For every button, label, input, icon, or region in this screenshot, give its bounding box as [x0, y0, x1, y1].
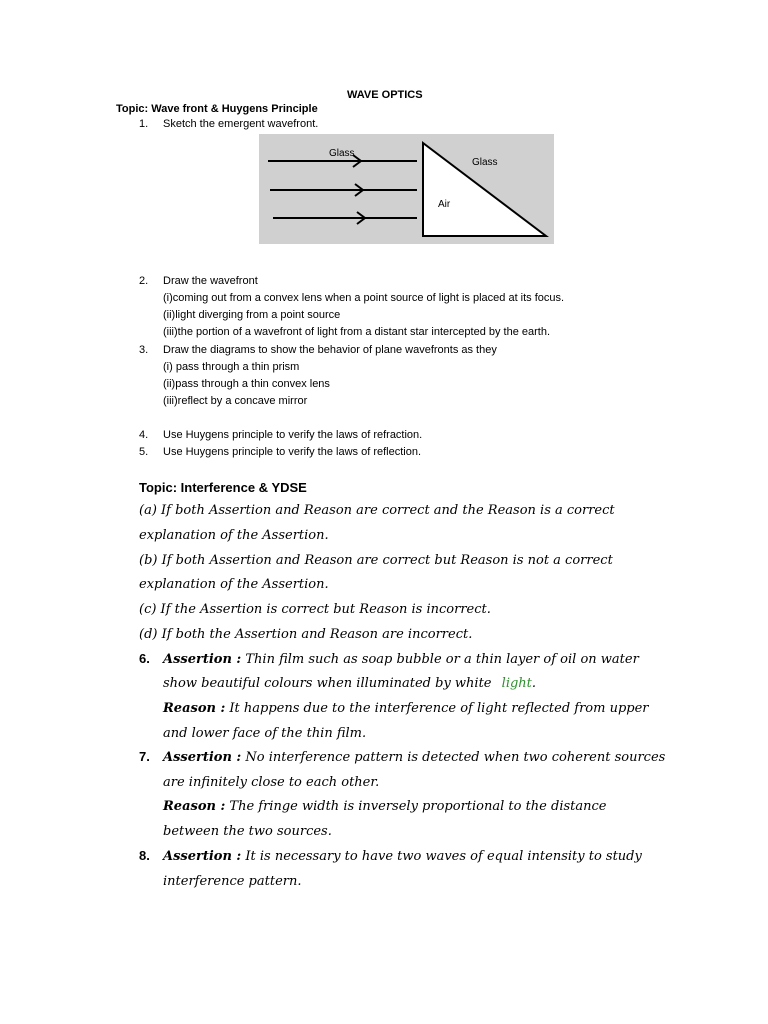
highlighted-word: light — [501, 676, 532, 691]
reason-line-cont: between the two sources. — [163, 824, 332, 839]
assertion-line — [163, 652, 639, 667]
question-part: (ii)pass through a thin convex lens — [163, 378, 330, 390]
assertion-text: No interference pattern is detected when two coherent sources — [245, 750, 666, 765]
question-part: (i) pass through a thin prism — [163, 361, 300, 373]
assertion-line — [163, 750, 665, 765]
question-number: 5. — [139, 446, 149, 458]
option-a-cont: explanation of the Assertion. — [139, 528, 329, 543]
reason-label: Reason : — [163, 799, 226, 814]
period: . — [531, 676, 537, 691]
label-glass-right: Glass — [472, 157, 498, 168]
assertion-text: show beautiful colours when illuminated by white — [163, 676, 492, 691]
option-a: (a) If both Assertion and Reason are correct and the Reason is a correct — [139, 503, 615, 518]
label-air: Air — [438, 199, 451, 210]
reason-line — [163, 701, 649, 716]
wavefront-prism-diagram — [259, 134, 554, 244]
page-title: WAVE OPTICS — [347, 89, 423, 101]
option-c: (c) If the Assertion is correct but Reason is incorrect. — [139, 602, 491, 617]
assertion-label: Assertion : — [163, 750, 242, 765]
question-number: 3. — [139, 344, 149, 356]
reason-text: The fringe width is inversely proportional to the distance — [229, 799, 607, 814]
question-text: Draw the diagrams to show the behavior of plane wavefronts as they — [163, 344, 497, 356]
topic-heading-wavefront: Topic: Wave front & Huygens Principle — [116, 103, 318, 115]
option-d: (d) If both the Assertion and Reason are incorrect. — [139, 627, 473, 642]
question-part: (ii)light diverging from a point source — [163, 309, 341, 321]
assertion-line-cont: are infinitely close to each other. — [163, 775, 380, 790]
question-part: (iii)the portion of a wavefront of light from a distant star intercepted by the earth. — [163, 326, 551, 338]
question-number: 6. — [139, 651, 150, 666]
question-text: Use Huygens principle to verify the laws of reflection. — [163, 446, 422, 458]
reason-label: Reason : — [163, 701, 226, 716]
option-b: (b) If both Assertion and Reason are correct but Reason is not a correct — [139, 553, 613, 568]
question-text: Use Huygens principle to verify the laws of refraction. — [163, 429, 423, 441]
question-text: Sketch the emergent wavefront. — [163, 118, 319, 130]
question-number: 8. — [139, 848, 150, 863]
reason-line — [163, 799, 606, 814]
assertion-line-cont — [163, 676, 536, 691]
assertion-text: It is necessary to have two waves of equal intensity to study — [245, 849, 642, 864]
assertion-line — [163, 849, 642, 864]
topic-heading-interference: Topic: Interference & YDSE — [139, 480, 307, 495]
assertion-label: Assertion : — [163, 849, 242, 864]
question-number: 4. — [139, 429, 149, 441]
question-number: 1. — [139, 118, 149, 130]
reason-text: It happens due to the interference of light reflected from upper — [229, 701, 649, 716]
reason-line-cont: and lower face of the thin film. — [163, 726, 367, 741]
label-glass-left: Glass — [329, 148, 355, 159]
assertion-label: Assertion : — [163, 652, 242, 667]
assertion-text: Thin film such as soap bubble or a thin layer of oil on water — [245, 652, 639, 667]
question-number: 2. — [139, 275, 149, 287]
question-part: (i)coming out from a convex lens when a point source of light is placed at its focus. — [163, 292, 565, 304]
assertion-line-cont: interference pattern. — [163, 874, 302, 889]
question-text: Draw the wavefront — [163, 275, 258, 287]
question-number: 7. — [139, 749, 150, 764]
question-part: (iii)reflect by a concave mirror — [163, 395, 308, 407]
option-b-cont: explanation of the Assertion. — [139, 577, 329, 592]
